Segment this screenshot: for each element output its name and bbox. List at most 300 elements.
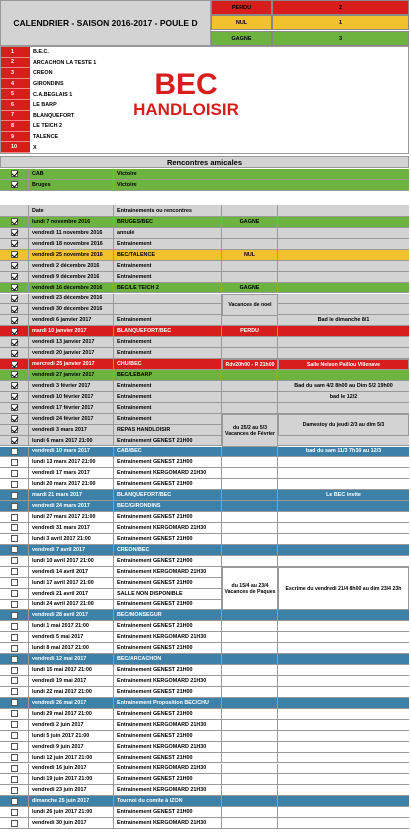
schedule-note (278, 764, 409, 774)
logo-bec: BEC (154, 68, 218, 101)
checkbox[interactable] (11, 535, 18, 542)
schedule-note (278, 545, 409, 555)
schedule-event: BEC/GIRONDINS (114, 501, 222, 511)
checkbox[interactable] (11, 612, 18, 619)
checkbox[interactable] (11, 524, 18, 531)
schedule-row (0, 250, 409, 261)
checkbox[interactable] (11, 634, 18, 641)
schedule-row (0, 468, 409, 479)
schedule-date: vendredi 19 mai 2017 (29, 676, 114, 686)
result-count: 2 (272, 0, 409, 15)
result-label: PERDU (211, 0, 272, 15)
chu-time-span: Rdv20h00 - R 21h00 (222, 359, 278, 370)
schedule-row (0, 447, 409, 458)
schedule-date: lundi 24 avril 2017 21:00 (29, 600, 114, 610)
schedule-row (0, 654, 409, 665)
schedule-date: lundi 22 mai 2017 21:00 (29, 687, 114, 697)
schedule-result (222, 709, 278, 719)
schedule-date: vendredi 2 juin 2017 (29, 720, 114, 730)
schedule-event: Entrainement GENEST 21H00 (114, 534, 222, 544)
schedule-row (0, 392, 409, 403)
schedule-row (0, 512, 409, 523)
schedule-date: lundi 29 mai 2017 21:00 (29, 709, 114, 719)
schedule-note (278, 283, 409, 293)
chu-place-span: Salle Nelson Paillou Villenave (278, 359, 409, 370)
schedule-note (278, 457, 409, 467)
checkbox[interactable] (11, 170, 18, 177)
schedule-row (0, 753, 409, 764)
schedule-date: vendredi 7 avril 2017 (29, 545, 114, 555)
schedule-result (222, 261, 278, 271)
team-name: CREON (33, 70, 53, 77)
checkbox[interactable] (11, 546, 18, 553)
schedule-event: CREON/BEC (114, 545, 222, 555)
schedule-note (278, 818, 409, 828)
team-name: LE TEICH 2 (33, 123, 63, 130)
result-count: 1 (272, 15, 409, 30)
schedule-result (222, 490, 278, 500)
team-name: GIRONDINS (33, 81, 64, 88)
schedule-result: GAGNE (222, 283, 278, 293)
schedule-date: lundi 12 juin 2017 21:00 (29, 753, 114, 763)
team-number: 2 (1, 58, 30, 69)
team-row (1, 132, 116, 143)
schedule-date: vendredi 10 mars 2017 (29, 447, 114, 457)
schedule-event: BEC/ARCACHON (114, 654, 222, 664)
schedule-event: Entrainement GENEST 21H00 (114, 578, 222, 588)
schedule-date: lundi 20 mars 2017 21:00 (29, 479, 114, 489)
schedule-event: Entrainement GENEST 21H00 (114, 643, 222, 653)
schedule-event: Entrainement KERGOMARD 21H30 (114, 720, 222, 730)
amicale-team: CAB (29, 169, 114, 179)
result-count: 3 (272, 31, 409, 46)
checkbox[interactable] (11, 382, 18, 389)
schedule-result (222, 698, 278, 708)
schedule-date: vendredi 9 juin 2017 (29, 742, 114, 752)
schedule-row (0, 709, 409, 720)
checkbox[interactable] (11, 415, 18, 422)
schedule-result (222, 742, 278, 752)
schedule-row (0, 272, 409, 283)
team-row (1, 79, 116, 90)
schedule-note (278, 731, 409, 741)
schedule-date: vendredi 23 décembre 2016 (29, 294, 114, 304)
checkbox[interactable] (11, 470, 18, 477)
schedule-note (278, 643, 409, 653)
schedule-row (0, 436, 409, 447)
schedule-row (0, 698, 409, 709)
schedule-result (222, 272, 278, 282)
schedule-event: BLANQUEFORT/BEC (114, 326, 222, 336)
schedule-event: Entrainement (114, 315, 222, 325)
schedule-event: Entrainement (114, 403, 222, 413)
schedule-note: Le BEC invite (326, 492, 361, 499)
schedule-result: PERDU (222, 326, 278, 336)
result-row-gagne (211, 31, 409, 46)
schedule-note (278, 523, 409, 533)
schedule-date: lundi 6 mars 2017 21:00 (29, 436, 114, 446)
schedule-note (278, 632, 409, 642)
schedule-date: vendredi 21 avril 2017 (29, 589, 114, 599)
schedule-note (278, 796, 409, 806)
schedule-date: vendredi 23 juin 2017 (29, 785, 114, 795)
escrime-span: Escrime du vendredi 21/4 8h00 au dim 23/4 23h (278, 567, 409, 610)
schedule-result (222, 621, 278, 631)
schedule-row (0, 315, 409, 326)
schedule-date: vendredi 30 décembre 2016 (29, 304, 114, 314)
checkbox[interactable] (11, 481, 18, 488)
checkbox[interactable] (11, 273, 18, 280)
checkbox[interactable] (11, 601, 18, 608)
schedule-date: vendredi 18 novembre 2016 (29, 239, 114, 249)
team-number: 8 (1, 121, 30, 132)
amicale-result: Victoire (117, 181, 137, 188)
teams-table (0, 46, 409, 154)
schedule-note (278, 807, 409, 817)
schedule-event: Entrainement (114, 261, 222, 271)
checkbox[interactable] (11, 229, 18, 236)
schedule-result (222, 370, 278, 380)
schedule-result (222, 676, 278, 686)
schedule-event: REPAS HANDLOISIR (114, 425, 222, 435)
schedule-date: vendredi 24 février 2017 (29, 414, 114, 424)
checkbox[interactable] (11, 677, 18, 684)
damestoy-span: Damestoy du jeudi 2/3 au dim 5/3 (278, 414, 409, 436)
schedule-note (278, 228, 409, 238)
checkbox[interactable] (11, 306, 18, 313)
result-row-perdu (211, 0, 409, 15)
schedule-note (278, 403, 409, 413)
checkbox[interactable] (11, 579, 18, 586)
checkbox[interactable] (11, 437, 18, 444)
team-name: C.A.BEGLAIS 1 (33, 91, 73, 98)
checkbox[interactable] (11, 240, 18, 247)
team-name: BLANQUEFORT (33, 112, 75, 119)
schedule-row (0, 304, 409, 315)
schedule-event: BRUGES/BEC (114, 217, 222, 227)
checkbox[interactable] (11, 787, 18, 794)
schedule-date: vendredi 13 janvier 2017 (29, 337, 114, 347)
schedule-result (222, 632, 278, 642)
schedule-result (222, 774, 278, 784)
schedule-event: Entrainement GENEST 21H00 (114, 556, 222, 566)
schedule-result (222, 457, 278, 467)
schedule-result (222, 228, 278, 238)
schedule-date: vendredi 16 décembre 2016 (29, 283, 114, 293)
schedule-result (222, 753, 278, 763)
schedule-note (278, 348, 409, 358)
schedule-row (0, 523, 409, 534)
schedule-result (222, 468, 278, 478)
checkbox[interactable] (11, 218, 18, 225)
schedule-result (222, 523, 278, 533)
schedule-event: Entrainement KERGOMARD 21H30 (114, 523, 222, 533)
checkbox[interactable] (11, 732, 18, 739)
schedule-event: Entrainement GENEST 21H00 (114, 807, 222, 817)
schedule-note (278, 337, 409, 347)
schedule-event: BEC/LE TEICH 2 (114, 283, 222, 293)
team-name: X (33, 144, 37, 151)
schedule-result (222, 643, 278, 653)
schedule-result (222, 348, 278, 358)
schedule-note (278, 534, 409, 544)
schedule-note (278, 239, 409, 249)
schedule-event: Entrainement KERGOMARD 21H30 (114, 676, 222, 686)
schedule-date: vendredi 31 mars 2017 (29, 523, 114, 533)
schedule-event: Entrainement (114, 348, 222, 358)
schedule-result (222, 796, 278, 806)
schedule-result (222, 785, 278, 795)
schedule-note (278, 676, 409, 686)
schedule-event: Entrainement Proposition BEC/CHU (114, 698, 222, 708)
column-date: Date (29, 205, 114, 216)
schedule-row (0, 457, 409, 468)
schedule-date: lundi 1 mai 2017 21:00 (29, 621, 114, 631)
result-label: NUL (211, 15, 272, 30)
checkbox[interactable] (11, 809, 18, 816)
schedule-row (0, 720, 409, 731)
schedule-date: vendredi 10 février 2017 (29, 392, 114, 402)
checkbox[interactable] (11, 557, 18, 564)
checkbox[interactable] (11, 426, 18, 433)
checkbox[interactable] (11, 710, 18, 717)
schedule-event: Entrainement KERGOMARD 21H30 (114, 742, 222, 752)
checkbox[interactable] (11, 404, 18, 411)
checkbox[interactable] (11, 798, 18, 805)
amicale-team: Bruges (29, 180, 114, 190)
schedule-row (0, 632, 409, 643)
checkbox[interactable] (11, 448, 18, 455)
schedule-event: Entrainement GENEST 21H00 (114, 709, 222, 719)
schedule-date: vendredi 16 juin 2017 (29, 764, 114, 774)
schedule-date: vendredi 14 avril 2017 (29, 567, 114, 577)
schedule-result (222, 720, 278, 730)
schedule-note: bad du sam 11/3 7h30 au 12/3 (305, 448, 382, 455)
amicale-row (0, 180, 409, 191)
schedule-date: lundi 3 avril 2017 21:00 (29, 534, 114, 544)
checkbox[interactable] (11, 393, 18, 400)
schedule-event: Entrainement (114, 239, 222, 249)
checkbox[interactable] (11, 776, 18, 783)
checkbox[interactable] (11, 699, 18, 706)
schedule-result (222, 807, 278, 817)
schedule-date: vendredi 20 janvier 2017 (29, 348, 114, 358)
checkbox[interactable] (11, 743, 18, 750)
checkbox[interactable] (11, 361, 18, 368)
schedule-date: vendredi 27 janvier 2017 (29, 370, 114, 380)
team-name: TALENCE (33, 134, 59, 141)
schedule-date: lundi 26 juin 2017 21:00 (29, 807, 114, 817)
checkbox[interactable] (11, 503, 18, 510)
schedule-result: GAGNE (222, 217, 278, 227)
schedule-row (0, 490, 409, 501)
schedule-note (278, 217, 409, 227)
checkbox[interactable] (11, 284, 18, 291)
checkbox[interactable] (11, 251, 18, 258)
schedule-result (222, 731, 278, 741)
schedule-note (278, 556, 409, 566)
checkbox[interactable] (11, 590, 18, 597)
checkbox[interactable] (11, 754, 18, 761)
schedule-event: Entrainement GENEST 21H00 (114, 621, 222, 631)
checkbox[interactable] (11, 765, 18, 772)
schedule-row (0, 348, 409, 359)
schedule-date: lundi 15 mai 2017 21:00 (29, 665, 114, 675)
schedule-result (222, 610, 278, 620)
checkbox[interactable] (11, 459, 18, 466)
schedule-note (278, 698, 409, 708)
schedule-row (0, 534, 409, 545)
checkbox[interactable] (11, 350, 18, 357)
result-row-nul (211, 15, 409, 30)
schedule-event: Entrainement KERGOMARD 21H30 (114, 567, 222, 577)
schedule-result (222, 665, 278, 675)
schedule-row (0, 742, 409, 753)
schedule-date: mardi 21 mars 2017 (29, 490, 114, 500)
schedule-date: vendredi 11 novembre 2016 (29, 228, 114, 238)
schedule-note (278, 654, 409, 664)
schedule-row (0, 643, 409, 654)
schedule-result (222, 654, 278, 664)
team-number: 7 (1, 111, 30, 122)
schedule-event: BEC/MONSEGUR (114, 610, 222, 620)
checkbox[interactable] (11, 514, 18, 521)
schedule-event: Entrainement GENEST 21H00 (114, 753, 222, 763)
schedule-date: vendredi 25 novembre 2016 (29, 250, 114, 260)
amicales-title: Rencontres amicales (0, 156, 409, 168)
checkbox[interactable] (11, 339, 18, 346)
schedule-date: vendredi 2 décembre 2016 (29, 261, 114, 271)
checkbox[interactable] (11, 492, 18, 499)
schedule-date: vendredi 5 mai 2017 (29, 632, 114, 642)
schedule-date: lundi 19 juin 2017 21:00 (29, 774, 114, 784)
schedule-row (0, 337, 409, 348)
schedule-note (278, 304, 409, 314)
schedule-row (0, 731, 409, 742)
schedule-date: vendredi 3 mars 2017 (29, 425, 114, 435)
schedule-date: lundi 13 mars 2017 21:00 (29, 457, 114, 467)
schedule-date: vendredi 30 juin 2017 (29, 818, 114, 828)
schedule-date: mercredi 25 janvier 2017 (29, 359, 114, 369)
schedule-row (0, 807, 409, 818)
checkbox[interactable] (11, 623, 18, 630)
checkbox[interactable] (11, 645, 18, 652)
schedule-result (222, 239, 278, 249)
schedule-event: Entrainement (114, 381, 222, 391)
schedule-note (278, 687, 409, 697)
schedule-event: Entrainement GENEST 21H00 (114, 457, 222, 467)
schedule-event: Entrainement KERGOMARD 21H30 (114, 818, 222, 828)
schedule-note (278, 753, 409, 763)
schedule-note (278, 709, 409, 719)
team-row (1, 142, 116, 153)
schedule-event: BLANQUEFORT/BEC (114, 490, 222, 500)
schedule-note (278, 610, 409, 620)
schedule-event: Tournoi du comite à IZON (114, 796, 222, 806)
schedule-date: lundi 5 juin 2017 21:00 (29, 731, 114, 741)
schedule-event: Entrainement KERGOMARD 21H30 (114, 764, 222, 774)
schedule-row (0, 501, 409, 512)
schedule-date: vendredi 12 mai 2017 (29, 654, 114, 664)
checkbox[interactable] (11, 371, 18, 378)
schedule-date: lundi 8 mai 2017 21:00 (29, 643, 114, 653)
logo-handloisir: HANDLOISIR (133, 100, 239, 119)
schedule-event (114, 304, 222, 314)
schedule-row (0, 294, 409, 305)
schedule-row (0, 479, 409, 490)
checkbox[interactable] (11, 181, 18, 188)
team-number: 3 (1, 68, 30, 79)
team-name: B.E.C. (33, 49, 49, 56)
team-name: LE BARP (33, 102, 57, 109)
schedule-event: Entrainement (114, 272, 222, 282)
schedule-note (278, 272, 409, 282)
schedule-note: bad le 12/2 (329, 393, 358, 400)
schedule-result (222, 501, 278, 511)
schedule-row (0, 676, 409, 687)
schedule-result (222, 687, 278, 697)
schedule-date: lundi 17 avril 2017 21:00 (29, 578, 114, 588)
club-logo (111, 69, 261, 119)
schedule-result (222, 764, 278, 774)
team-row (1, 100, 116, 111)
schedule-event: SALLE NON DISPONIBLE (114, 589, 222, 599)
checkbox[interactable] (11, 295, 18, 302)
team-number: 4 (1, 79, 30, 90)
schedule-row (0, 764, 409, 775)
fevrier-span: du 25/2 au 5/3 Vacances de Février (222, 414, 278, 447)
checkbox[interactable] (11, 262, 18, 269)
checkbox[interactable] (11, 328, 18, 335)
schedule-event: CAB/BEC (114, 447, 222, 457)
checkbox[interactable] (11, 656, 18, 663)
schedule-row (0, 326, 409, 337)
team-row (1, 68, 116, 79)
checkbox[interactable] (11, 568, 18, 575)
result-label: GAGNE (211, 31, 272, 46)
schedule-note (278, 436, 409, 446)
checkbox[interactable] (11, 317, 18, 324)
checkbox[interactable] (11, 721, 18, 728)
schedule-date: vendredi 17 mars 2017 (29, 468, 114, 478)
schedule-date: vendredi 6 janvier 2017 (29, 315, 114, 325)
schedule-header (0, 205, 409, 217)
schedule-event: Entrainement KERGOMARD 21H30 (114, 468, 222, 478)
schedule-result (222, 534, 278, 544)
checkbox[interactable] (11, 688, 18, 695)
checkbox[interactable] (11, 820, 18, 827)
schedule-result (222, 337, 278, 347)
schedule-date: lundi 10 avril 2017 21:00 (29, 556, 114, 566)
team-number: 1 (1, 47, 30, 58)
schedule-date: vendredi 9 décembre 2016 (29, 272, 114, 282)
schedule-event: BEC/LEBARP (114, 370, 222, 380)
page-title: CALENDRIER - SAISON 2016-2017 - POULE D (0, 0, 211, 46)
schedule-row (0, 381, 409, 392)
schedule-result (222, 556, 278, 566)
schedule-note (278, 501, 409, 511)
schedule-row (0, 556, 409, 567)
checkbox[interactable] (11, 667, 18, 674)
amicale-result: Victoire (117, 170, 137, 177)
schedule-row (0, 665, 409, 676)
schedule-event: Entrainement GENEST 21H00 (114, 436, 222, 446)
schedule-row (0, 621, 409, 632)
schedule-note (278, 512, 409, 522)
schedule-note (278, 742, 409, 752)
schedule-note (278, 250, 409, 260)
paques-span: du 15/4 au 23/4 Vacances de Paques (222, 567, 278, 610)
